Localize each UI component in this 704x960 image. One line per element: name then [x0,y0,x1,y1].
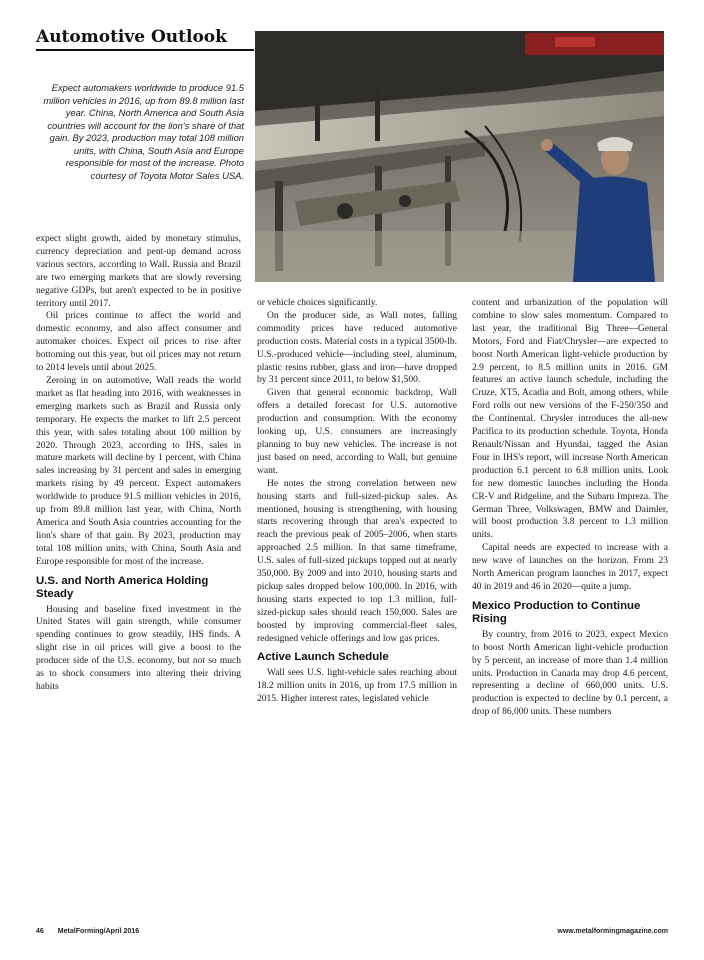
paragraph: Zeroing in on automotive, Wall reads the world market as flat heading into 2016, with weaknesses in emerging markets such as Brazil and Russia only temporary. He expects the market to lift 2.5 percent this year, with sales totaling about 100 million by 2020. Through 2023, according to IHS, sales in mature markets will decline by 1 percent, with China sales increasing by 31 percent and sales in emerging markets rising by 49 percent. Expect automakers worldwide to produce 91.5 million vehicles in 2016, up from 89.8 million last year, with China, North America and South Asia countries accounting for the lion's share of that gain. By 2023, production may total 108 million units, with China, South Asia and Europe responsible for most of the increase. [36,375,241,567]
paragraph: Capital needs are expected to increase with a new wave of launches on the horizon. From 23 North American program launches in 2017, expect 40 in 2019 and 46 in 2020—quite a jump. [472,543,668,592]
paragraph: Wall sees U.S. light-vehicle sales reaching about 18.2 million units in 2016, up from 17.5 million in 2015. Higher interest rates, legislated vehicle [257,668,457,705]
paragraph: He notes the strong correlation between new housing starts and full-sized-pickup sales. As mentioned, housing is strengthening, with housing starts recovering through that area's expected to reach the previous peak of 2005–2006, when starts approached 2.5 million. In that same timeframe, U.S. sales of full-sized pickups topped out at nearly 350,000. By 2009 and into 2010, housing starts and pickup sales dropped below 100,000. In 2016, with housing starts expected to top 1.3 million, full-sized-pickup sales should reach 150,000. Sales are boosted by improving commercial-fleet sales, redesigned vehicle offerings and low gas prices. [257,478,457,644]
paragraph: expect slight growth, aided by monetary stimulus, currency depreciation and pent-up demand across various sectors, according to Wall. Russia and Brazil are two emerging markets that are slowly reversing negative GDPs, but aren't expected to be in positive territory until 2017. [36,234,241,309]
subheading: U.S. and North America Holding Steady [36,574,209,600]
page-footer [36,928,668,940]
paragraph: Housing and baseline fixed investment in the United States will gain strength, while consumer spending continues to grow steadily, IHS finds. A slight rise in oil prices will give a boost to the producer side of the U.S. economy, but not so much as to shock consumers into altering their driving habits [36,604,241,692]
paragraph: content and urbanization of the population will combine to slow sales momentum. Compared to last year, the traditional Big Three—General Motors, Ford and Fiat/Chrysler—are expected to boost North American light-vehicle production by 2.9 percent, to 8.5 million units in 2016. GM features an active launch schedule, including the Cruze, XT5, Acadia and Bolt, among others, while Ford rolls out new versions of the F-250/350 and the Continental. Chrysler introduces the all-new Pacifica to its production schedule. Toyota, Honda Renault/Nissan and Hyundai, tagged the Asian Four in IHS's report, will increase North American production 6.1 percent to 6.8 million units. Look for new domestic launches including the Honda CR-V and Ridgeline, and the Subaru Impreza. The German Three, Volkswagen, BMW and Daimler, will boost production 3.8 percent to 1.3 million units. [472,298,668,541]
paragraph: By country, from 2016 to 2023, expect Mexico to boost North American light-vehicle production by 5 percent, an increase of more than 1.4 million units. Production in Canada may drop 4.6 percent, representing a decline of 660,000 units. U.S. production is expected to decline by 0.1 percent, a drop of 86,000 units. These numbers [472,629,668,718]
paragraph: or vehicle choices significantly. [257,298,378,308]
photo-caption [36,82,244,182]
website-url: www.metalformingmagazine.com [557,928,668,935]
column-2 [257,297,457,706]
column-3 [472,297,668,719]
footer-left [36,928,153,935]
paragraph: Given that general economic backdrop, Wall offers a detailed forecast for U.S. automotive production and consumption. With the economy looking up, U.S. consumers are increasingly planning to buy new vehicles. The increase is not just based on need, according to Wall, but genuine want. [257,388,457,476]
column-1 [36,233,241,694]
paragraph: On the producer side, as Wall notes, falling commodity prices have reduced automotive production costs. Material costs in a typical 3500-lb. U.S.-produced vehicle—including steel, aluminum, plastic resins rubber, glass and iron—have dropped by 31 percent since 2011, to below $1,500. [257,310,457,386]
section-title: Automotive Outlook [36,27,254,51]
page-number: 46 [36,928,44,935]
subheading: Active Launch Schedule [257,651,389,664]
subheading: Mexico Production to Continue Rising [472,599,641,625]
paragraph: Oil prices continue to affect the world and domestic economy, and also affect consumer and automaker choices. Expect oil prices to rise after bottoming out this year, but oil prices may not return to 2014 levels until about 2025. [36,311,241,374]
magazine-issue: MetalForming/April 2016 [57,928,140,935]
caption-text: Expect automakers worldwide to produce 91.5 million vehicles in 2016, up from 89.8 million last year. China, North America and South Asia countries will account for the lion's share of that gain. By 2023, production may total 108 million units, with China, South Asia and Europe responsible for most of the increase. Photo courtesy of Toyota Motor Sales USA. [43,82,244,181]
assembly-line-photo [255,31,664,282]
